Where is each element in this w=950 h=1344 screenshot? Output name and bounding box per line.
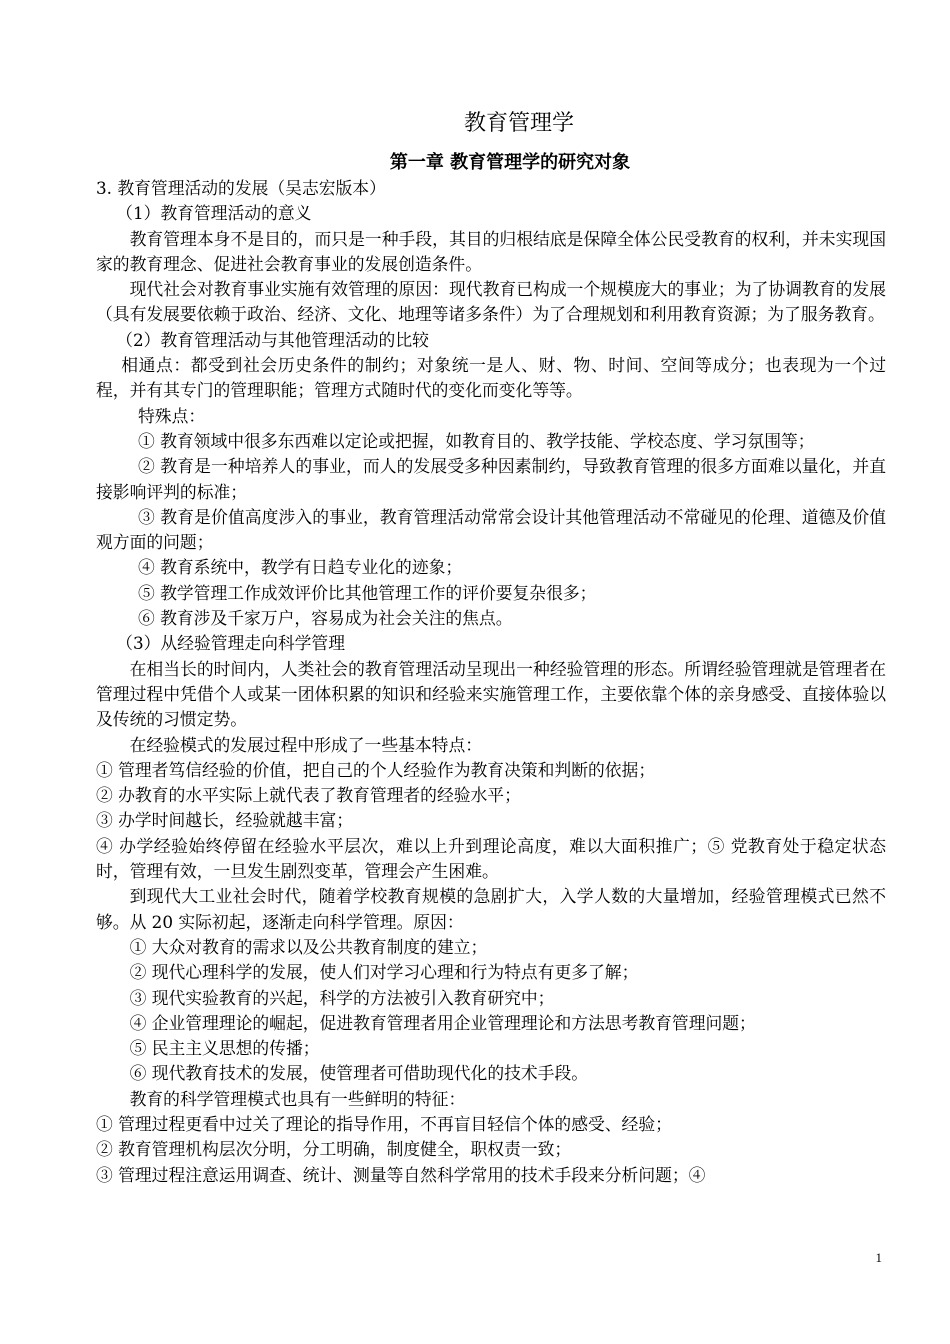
paragraph: 教育的科学管理模式也具有一些鲜明的特征： bbox=[129, 1088, 466, 1109]
document-body bbox=[96, 176, 886, 1188]
paragraph: 到现代大工业社会时代，随着学校教育规模的急剧扩大，入学人数的大量增加，经验管理模式已然不够。从 20 实际初起，逐渐走向科学管理。原因： bbox=[96, 886, 886, 932]
list-item: ③ 教育是价值高度涉入的事业，教育管理活动常常会设计其他管理活动不常碰见的伦理、道德及价值观方面的问题； bbox=[96, 506, 886, 553]
list-item: ② 现代心理科学的发展，使人们对学习心理和行为特点有更多了解； bbox=[129, 962, 639, 983]
list-item: ⑤ 民主主义思想的传播； bbox=[129, 1038, 320, 1059]
subsection-heading: （2）教育管理活动与其他管理活动的比较 bbox=[116, 329, 429, 350]
page-number: 1 bbox=[875, 1250, 882, 1265]
list-item: ① 教育领域中很多东西难以定论或把握，如教育目的、教学技能、学校态度、学习氛围等； bbox=[138, 430, 815, 451]
list-item: ⑥ 现代教育技术的发展，使管理者可借助现代化的技术手段。 bbox=[129, 1063, 589, 1084]
paragraph: 现代社会对教育事业实施有效管理的原因：现代教育已构成一个规模庞大的事业；为了协调教育的发展（具有发展要依赖于政治、经济、文化、地理等诸多条件）为了合理规划和利用教育资源；为了服务教育。 bbox=[96, 279, 886, 325]
subsection-heading: （1）教育管理活动的意义 bbox=[116, 203, 312, 224]
paragraph: 特殊点： bbox=[138, 405, 206, 426]
subsection-heading: （3）从经验管理走向科学管理 bbox=[116, 633, 345, 654]
paragraph: 在经验模式的发展过程中形成了一些基本特点： bbox=[129, 734, 483, 755]
list-item: ⑤ 教学管理工作成效评价比其他管理工作的评价要复杂很多； bbox=[138, 582, 597, 603]
list-item: ② 办教育的水平实际上就代表了教育管理者的经验水平； bbox=[96, 785, 521, 806]
list-item: ② 教育管理机构层次分明，分工明确，制度健全，职权责一致； bbox=[96, 1139, 572, 1160]
section-heading: 3. 教育管理活动的发展（吴志宏版本） bbox=[96, 178, 386, 198]
list-item: ③ 管理过程注意运用调查、统计、测量等自然科学常用的技术手段来分析问题；④ bbox=[96, 1164, 706, 1185]
document-title: 教育管理学 bbox=[463, 111, 574, 136]
list-item: ① 大众对教育的需求以及公共教育制度的建立； bbox=[129, 936, 488, 957]
list-item: ③ 现代实验教育的兴起，科学的方法被引入教育研究中； bbox=[129, 987, 555, 1008]
chapter-heading: 第一章 教育管理学的研究对象 bbox=[389, 152, 631, 173]
list-item: ⑥ 教育涉及千家万户，容易成为社会关注的焦点。 bbox=[138, 608, 513, 629]
paragraph: 相通点：都受到社会历史条件的制约；对象统一是人、财、物、时间、空间等成分；也表现为一个过程，并有其专门的管理职能；管理方式随时代的变化而变化等等。 bbox=[96, 355, 886, 401]
list-item: ④ 办学经验始终停留在经验水平层次，难以上升到理论高度，难以大面积推广；⑤ 党教育处于稳定状态时，管理有效，一旦发生剧烈变革，管理会产生困难。 bbox=[96, 835, 886, 882]
list-item: ② 教育是一种培养人的事业，而人的发展受多种因素制约，导致教育管理的很多方面难以量化，并直接影响评判的标准； bbox=[96, 456, 886, 502]
list-item: ④ 教育系统中，教学有日趋专业化的迹象； bbox=[138, 557, 463, 578]
paragraph: 在相当长的时间内，人类社会的教育管理活动呈现出一种经验管理的形态。所谓经验管理就是管理者在管理过程中凭借个人或某一团体积累的知识和经验来实施管理工作，主要依靠个体的亲身感受、直接体验以及传统的习惯定势。 bbox=[96, 658, 886, 730]
list-item: ① 管理过程更看中过关了理论的指导作用，不再盲目轻信个体的感受、经验； bbox=[96, 1113, 672, 1134]
list-item: ① 管理者笃信经验的价值，把自己的个人经验作为教育决策和判断的依据； bbox=[96, 759, 656, 780]
list-item: ④ 企业管理理论的崛起，促进教育管理者用企业管理理论和方法思考教育管理问题； bbox=[129, 1012, 756, 1033]
list-item: ③ 办学时间越长，经验就越丰富； bbox=[96, 810, 354, 831]
paragraph: 教育管理本身不是目的，而只是一种手段，其目的归根结底是保障全体公民受教育的权利，并未实现国家的教育理念、促进社会教育事业的发展创造条件。 bbox=[96, 228, 886, 274]
